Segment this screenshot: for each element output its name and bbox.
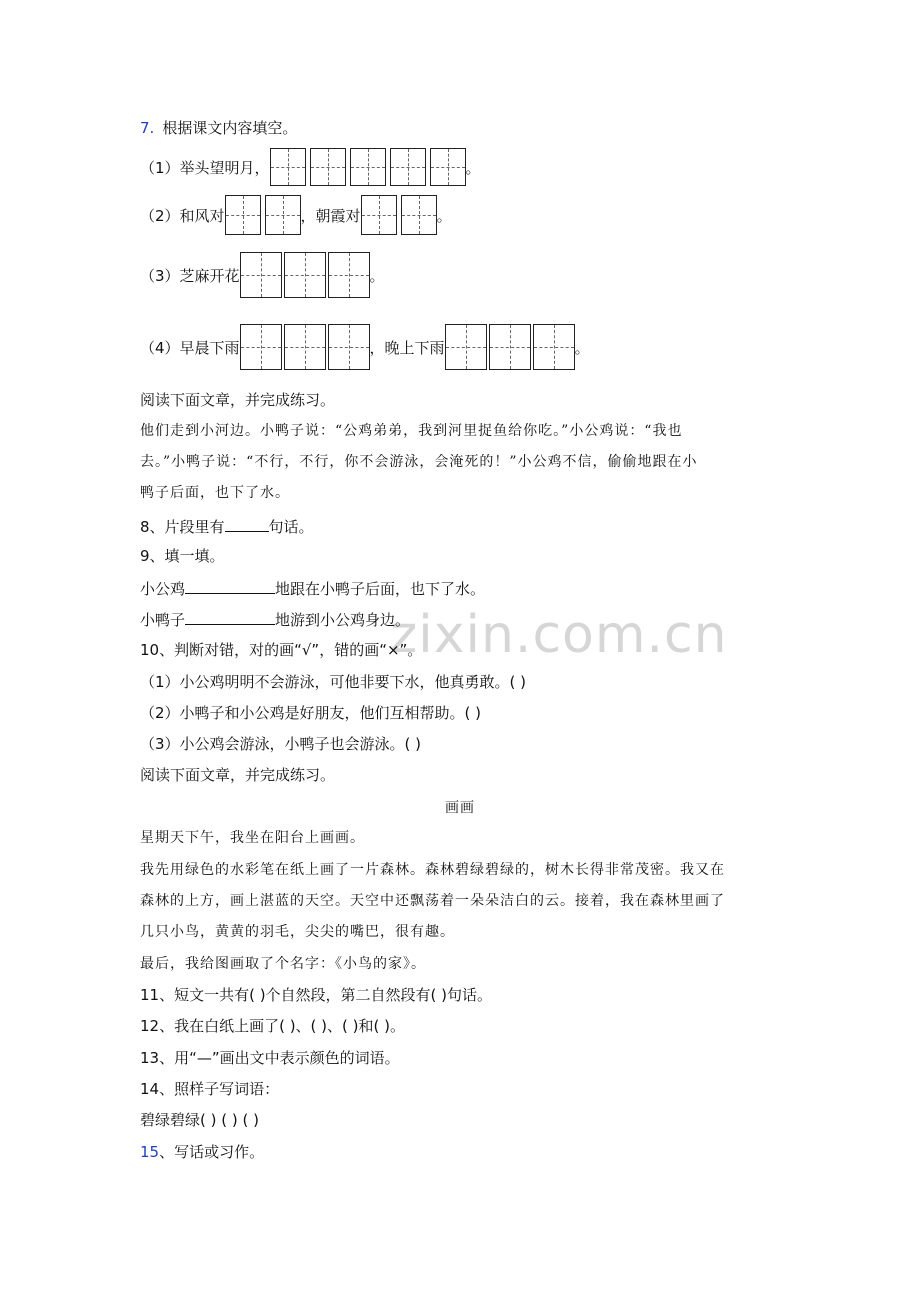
writing-box[interactable] [225,195,261,235]
writing-box[interactable] [401,195,437,235]
q7-item-4 [140,324,590,370]
passage2-line: 最后，我给图画取了个名字：《小鸟的家》。 [140,956,426,972]
writing-box[interactable] [361,195,397,235]
q10-item: （3）小公鸡会游泳，小鸭子也会游泳。( ) [140,735,422,753]
q7-item-2-middle: ，朝霞对 [300,206,361,225]
q7-item-2-boxes-b [361,195,437,235]
writing-box[interactable] [270,148,306,186]
q12: 12、我在白纸上画了( )、( )、( )和( )。 [140,1017,405,1035]
q14-line: 碧绿碧绿( ) ( ) ( ) [140,1111,259,1129]
passage2-line: 星期天下午，我坐在阳台上画画。 [140,830,365,846]
passage1-line: 去。”小鸭子说：“不行，不行，你不会游泳，会淹死的！”小公鸡不信，偷偷地跟在小 [140,454,698,470]
q9-line-2-post: 地游到小公鸡身边。 [275,611,411,629]
q7-title: 根据课文内容填空。 [162,119,298,137]
q7-item-2-suffix: 。 [436,206,452,225]
q7-item-3-suffix: 。 [369,266,385,285]
q15-number: 15 [140,1143,160,1161]
q9-line-2 [140,608,410,630]
writing-box[interactable] [430,148,466,186]
q10-title: 10、判断对错，对的画“√”，错的画“×”。 [140,641,423,659]
q9-line-2-pre: 小鸭子 [140,611,186,629]
writing-box[interactable] [310,148,346,186]
reading2-intro: 阅读下面文章，并完成练习。 [140,766,336,784]
q8-blank[interactable] [225,515,269,532]
passage2-line: 几只小鸟，黄黄的羽毛，尖尖的嘴巴，很有趣。 [140,924,455,940]
writing-box[interactable] [284,252,326,298]
q9-line-1 [140,577,485,599]
writing-box[interactable] [265,195,301,235]
q7-item-2-boxes-a [225,195,301,235]
q7-item-3 [140,252,385,298]
passage2-title: 画画 [445,800,475,816]
writing-box[interactable] [328,252,370,298]
q8-pre: 8、片段里有 [140,518,225,536]
passage1-line: 鸭子后面，也下了水。 [140,485,290,501]
q10-item: （2）小鸭子和小公鸡是好朋友，他们互相帮助。( ) [140,704,482,722]
writing-box[interactable] [489,324,531,370]
writing-box[interactable] [533,324,575,370]
q9-line-1-post: 地跟在小鸭子后面，也下了水。 [275,580,486,598]
q7-item-3-prefix: （3）芝麻开花 [140,266,240,285]
q8 [140,515,314,537]
q7-item-1-boxes [270,148,466,186]
q9-line-1-pre: 小公鸡 [140,580,186,598]
q7-item-3-boxes [240,252,370,298]
q11: 11、短文一共有( )个自然段，第二自然段有( )句话。 [140,986,493,1004]
passage1-line: 他们走到小河边。小鸭子说：“公鸡弟弟，我到河里捉鱼给你吃。”小公鸡说：“我也 [140,423,683,439]
watermark: zixin.com.cn [390,605,728,665]
writing-box[interactable] [240,252,282,298]
writing-box[interactable] [350,148,386,186]
q7-item-4-boxes-a [240,324,370,370]
q7-item-1-prefix: （1）举头望明月， [140,158,270,177]
writing-box[interactable] [390,148,426,186]
q7-item-2-prefix: （2）和风对 [140,206,225,225]
q14-title: 14、照样子写词语： [140,1080,280,1098]
q7-number: 7. [140,119,155,137]
q15-text: 、写话或习作。 [159,1143,265,1161]
q9-blank-1[interactable] [185,577,275,594]
q13: 13、用“—”画出文中表示颜色的词语。 [140,1049,400,1067]
q9-blank-2[interactable] [185,608,275,625]
q7-item-2 [140,195,452,235]
writing-box[interactable] [240,324,282,370]
q15 [140,1142,264,1162]
writing-box[interactable] [445,324,487,370]
q8-post: 句话。 [268,518,314,536]
q7-item-1 [140,148,481,186]
passage2-line: 我先用绿色的水彩笔在纸上画了一片森林。森林碧绿碧绿的，树木长得非常茂密。我又在 [140,862,725,878]
q7-item-4-prefix: （4）早晨下雨 [140,338,240,357]
writing-box[interactable] [284,324,326,370]
q10-item: （1）小公鸡明明不会游泳，可他非要下水，他真勇敢。( ) [140,673,527,691]
q7-item-1-suffix: 。 [465,158,481,177]
passage2-line: 森林的上方，画上湛蓝的天空。天空中还飘荡着一朵朵洁白的云。接着，我在森林里画了 [140,893,725,909]
q7-heading [140,118,297,138]
q9-title: 9、填一填。 [140,547,225,565]
writing-box[interactable] [328,324,370,370]
q7-item-4-middle: ，晚上下雨 [369,338,445,357]
reading1-intro: 阅读下面文章，并完成练习。 [140,391,336,409]
q7-item-4-boxes-b [445,324,575,370]
q7-item-4-suffix: 。 [574,338,590,357]
